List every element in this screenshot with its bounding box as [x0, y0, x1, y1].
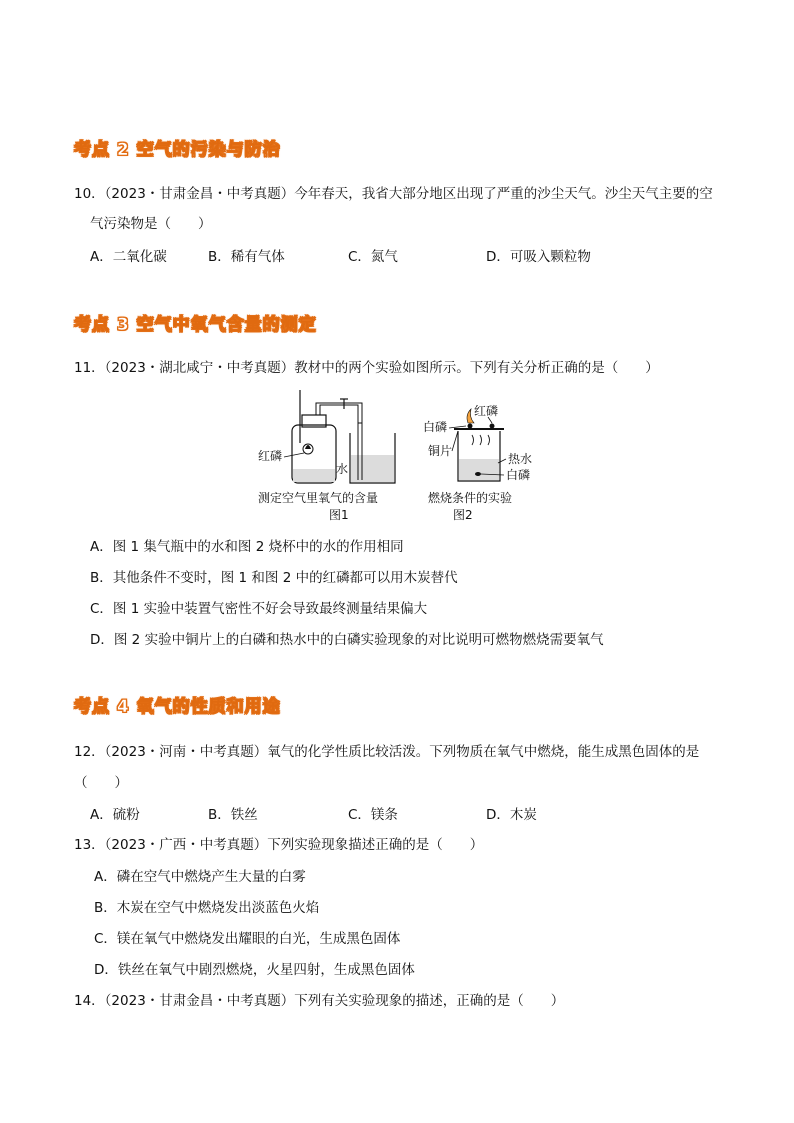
q13-option-c: C．镁在氧气中燃烧发出耀眼的白光，生成黑色固体	[94, 931, 401, 947]
section-heading-4: 考点 4 氧气的性质和用途	[74, 697, 281, 717]
q11-option-a: A．图 1 集气瓶中的水和图 2 烧杯中的水的作用相同	[90, 539, 404, 555]
fig2-label-copper: 铜片	[428, 444, 453, 458]
q12-option-d: D．木炭	[486, 807, 537, 823]
q10-line2: 气污染物是（ ）	[90, 216, 212, 232]
q13-option-a: A．磷在空气中燃烧产生大量的白雾	[94, 869, 306, 885]
q14-line1: 14．（2023・甘肃金昌・中考真题）下列有关实验现象的描述，正确的是（ ）	[74, 993, 565, 1009]
fig2-label-red-phosphorus: 红磷	[474, 404, 499, 418]
q13-line1: 13．（2023・广西・中考真题）下列实验现象描述正确的是（ ）	[74, 837, 484, 853]
figure2-apparatus	[454, 409, 504, 481]
experiment-figure	[250, 385, 550, 525]
fig2-label-white-phosphorus-bottom: 白磷	[506, 468, 531, 482]
q10-option-c: C．氮气	[348, 249, 398, 265]
q11-option-b: B．其他条件不变时，图 1 和图 2 中的红磷都可以用木炭替代	[90, 570, 458, 586]
fig1-label-red-phosphorus: 红磷	[258, 449, 283, 463]
q10-option-d: D．可吸入颗粒物	[486, 249, 591, 265]
q10-option-a: A．二氧化碳	[90, 249, 167, 265]
q12-line2: （ ）	[74, 775, 128, 791]
fig1-caption: 测定空气里氧气的含量	[258, 491, 379, 505]
fig1-name: 图1	[329, 508, 349, 522]
q12-option-a: A．硫粉	[90, 807, 140, 823]
q11-option-d: D．图 2 实验中铜片上的白磷和热水中的白磷实验现象的对比说明可燃物燃烧需要氧气	[90, 632, 604, 648]
q13-option-b: B．木炭在空气中燃烧发出淡蓝色火焰	[94, 900, 320, 916]
q10-line1: 10．（2023・甘肃金昌・中考真题）今年春天，我省大部分地区出现了严重的沙尘天气。沙尘天气主要的空	[74, 186, 713, 202]
q11-option-c: C．图 1 实验中装置气密性不好会导致最终测量结果偏大	[90, 601, 428, 617]
q12-option-b: B．铁丝	[208, 807, 258, 823]
fig2-name: 图2	[453, 508, 473, 522]
fig2-label-hot-water: 热水	[508, 452, 533, 466]
q10-option-b: B．稀有气体	[208, 249, 285, 265]
fig1-label-water: 水	[336, 462, 349, 476]
section-heading-2: 考点 2 空气的污染与防治	[74, 140, 281, 160]
q11-line1: 11．（2023・湖北咸宁・中考真题）教材中的两个实验如图所示。下列有关分析正确的是（ ）	[74, 360, 659, 376]
q13-option-d: D．铁丝在氧气中剧烈燃烧，火星四射，生成黑色固体	[94, 962, 415, 978]
fig2-label-white-phosphorus-top: 白磷	[423, 420, 448, 434]
section-heading-3: 考点 3 空气中氧气含量的测定	[74, 315, 317, 335]
q12-option-c: C．镁条	[348, 807, 398, 823]
fig2-caption: 燃烧条件的实验	[428, 491, 513, 505]
q12-line1: 12．（2023・河南・中考真题）氧气的化学性质比较活泼。下列物质在氧气中燃烧，能生成黑色固体的是	[74, 744, 700, 760]
